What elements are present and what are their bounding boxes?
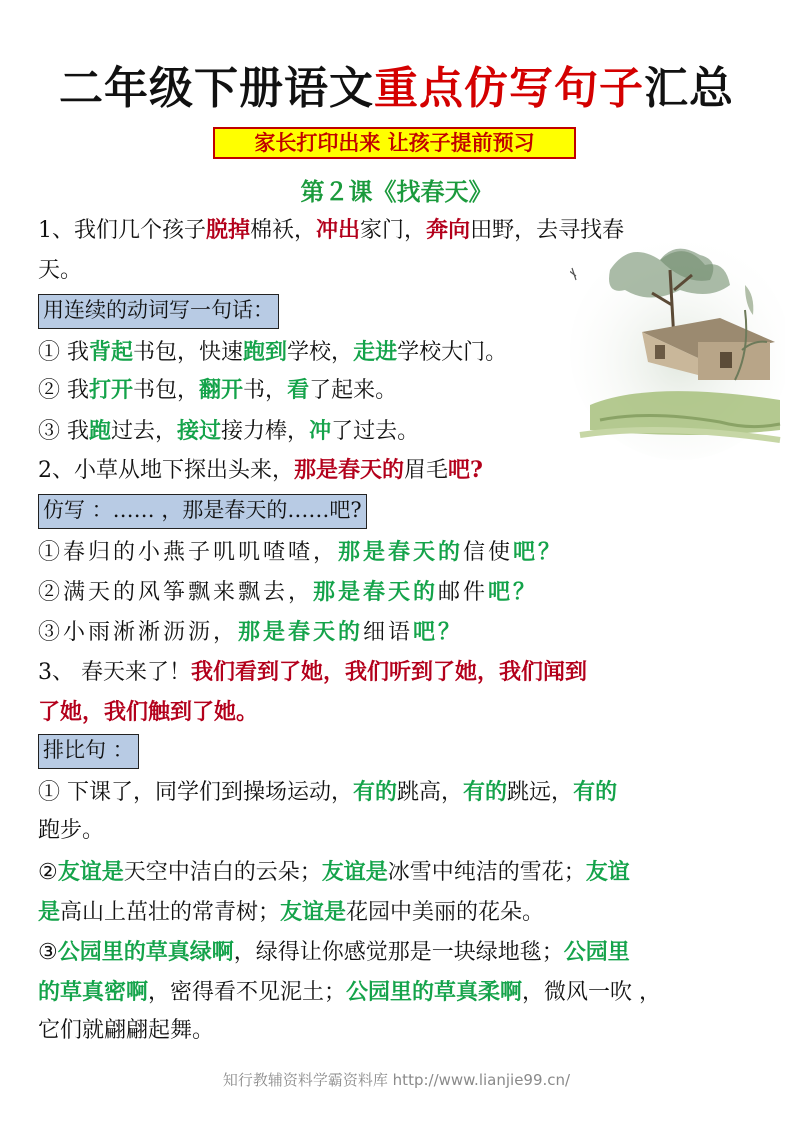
example-3-line-3: ②友谊是天空中洁白的云朵；友谊是冰雪中纯洁的雪花；友谊 (38, 859, 630, 885)
example-2-3: ③小雨淅淅沥沥，那是春天的细语吧？ (38, 619, 464, 645)
sentence-2: 2、小草从地下探出头来，那是春天的眉毛吧? (38, 457, 483, 483)
example-2-2: ②满天的风筝飘来飘去，那是春天的邮件吧？ (38, 579, 539, 605)
instruction-box-2: 仿写 ：…… ，那是春天的……吧? (38, 494, 367, 529)
example-2-1: ①春归的小燕子叽叽喳喳，那是春天的信使吧？ (38, 539, 564, 565)
example-3-line-6: 的草真密啊，密得看不见泥土；公园里的草真柔啊，微风一吹 ， (38, 979, 662, 1005)
example-3-line-1: ① 下课了，同学们到操场运动，有的跳高，有的跳远，有的 (38, 779, 618, 805)
example-3-line-2: 跑步。 (38, 818, 105, 843)
example-3-line-4: 是高山上茁壮的常青树；友谊是花园中美丽的花朵。 (38, 899, 545, 925)
example-1-1: ① 我背起书包，快速跑到学校，走进学校大门。 (38, 339, 508, 365)
example-3-line-7: 它们就翩翩起舞。 (38, 1018, 215, 1043)
instruction-box-1: 用连续的动词写一句话： (38, 294, 279, 329)
footer-source: 知行教辅资料学霸资料库 http://www.lianjie99.cn/ (222, 1071, 571, 1089)
sentence-3-line-1: 3、 春天来了！我们看到了她，我们听到了她，我们闻到 (38, 659, 588, 685)
sentence-1-line-1: 1、我们几个孩子脱掉棉袄，冲出家门，奔向田野，去寻找春 (38, 217, 625, 243)
lesson-heading: 第２课《找春天》 (300, 177, 493, 206)
sentence-1-line-2: 天。 (38, 258, 83, 283)
page-title: 二年级下册语文重点仿写句子汇总 (59, 63, 734, 114)
instruction-box-3: 排比句 ： (38, 734, 139, 769)
example-1-2: ② 我打开书包，翻开书，看了起来。 (38, 377, 398, 403)
sentence-3-line-2: 了她，我们触到了她。 (38, 699, 259, 725)
example-3-line-5: ③公园里的草真绿啊，绿得让你感觉那是一块绿地毯；公园里 (38, 939, 630, 965)
print-banner: 家长打印出来 让孩子提前预习 (213, 127, 576, 159)
example-1-3: ③ 我跑过去，接过接力棒，冲了过去。 (38, 418, 420, 444)
spring-cottage-illustration (570, 230, 785, 460)
